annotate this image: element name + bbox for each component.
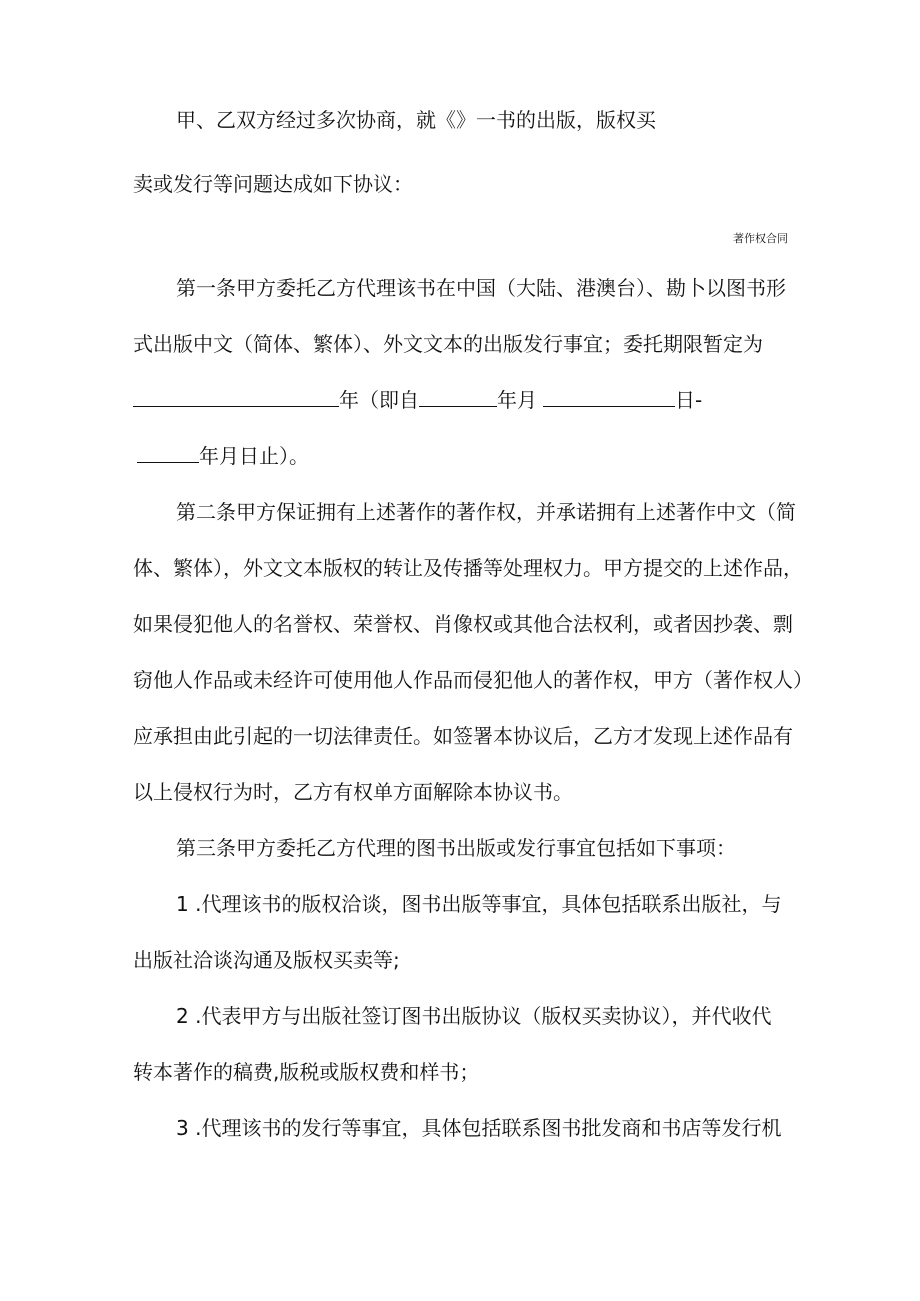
header-note: 著作权合同 <box>733 232 788 245</box>
article1-line-2: 式出版中文（简体、繁体）、外文文本的出版发行事宜；委托期限暂定为 <box>133 332 763 356</box>
item-2-line-1: 2 .代表甲方与出版社签订图书出版协议（版权买卖协议），并代收代 <box>176 1004 772 1028</box>
intro-line-1: 甲、乙双方经过多次协商，就《》一书的出版，版权买 <box>176 108 656 132</box>
article2-line-2: 体、繁体），外文文本版权的转让及传播等处理权力。甲方提交的上述作品， <box>133 556 803 580</box>
article2-line-5: 应承担由此引起的一切法律责任。如签署本协议后，乙方才发现上述作品有 <box>133 724 793 748</box>
article1-line-3-text-2: 年月 <box>497 388 537 412</box>
article3-line-1: 第三条甲方委托乙方代理的图书出版或发行事宜包括如下事项： <box>176 836 736 860</box>
article1-line-3-text-3: 日- <box>675 388 703 412</box>
intro-line-2: 卖或发行等问题达成如下协议： <box>133 172 413 196</box>
blank-field-end-year[interactable] <box>137 442 199 463</box>
article1-line-1: 第一条甲方委托乙方代理该书在中国（大陆、港澳台）、勘卜以图书形 <box>176 276 786 300</box>
blank-field-start-year[interactable] <box>419 386 497 407</box>
blank-field-start-day[interactable] <box>543 386 675 407</box>
item-3-line-1: 3 .代理该书的发行等事宜，具体包括联系图书批发商和书店等发行机 <box>176 1116 782 1140</box>
item-1-line-1: 1 .代理该书的版权洽谈，图书出版等事宜，具体包括联系出版社，与 <box>176 892 782 916</box>
item-2-line-2: 转本著作的稿费,版税或版权费和样书； <box>133 1060 480 1084</box>
article1-line-3-text-1: 年（即自 <box>339 388 419 412</box>
blank-field-years[interactable] <box>133 386 339 407</box>
article2-line-6: 以上侵权行为时，乙方有权单方面解除本协议书。 <box>133 780 573 804</box>
article2-line-1: 第二条甲方保证拥有上述著作的著作权，并承诺拥有上述著作中文（简 <box>176 500 796 524</box>
item-1-line-2: 出版社洽谈沟通及版权买卖等; <box>133 948 400 972</box>
article1-line-4-text: 年月日止）。 <box>199 444 309 468</box>
article1-line-3 <box>133 386 702 414</box>
article1-line-4 <box>137 442 309 470</box>
article2-line-3: 如果侵犯他人的名誉权、荣誉权、肖像权或其他合法权利，或者因抄袭、剽 <box>133 612 793 636</box>
article2-line-4: 窃他人作品或未经许可使用他人作品而侵犯他人的著作权，甲方（著作权人） <box>133 668 813 692</box>
